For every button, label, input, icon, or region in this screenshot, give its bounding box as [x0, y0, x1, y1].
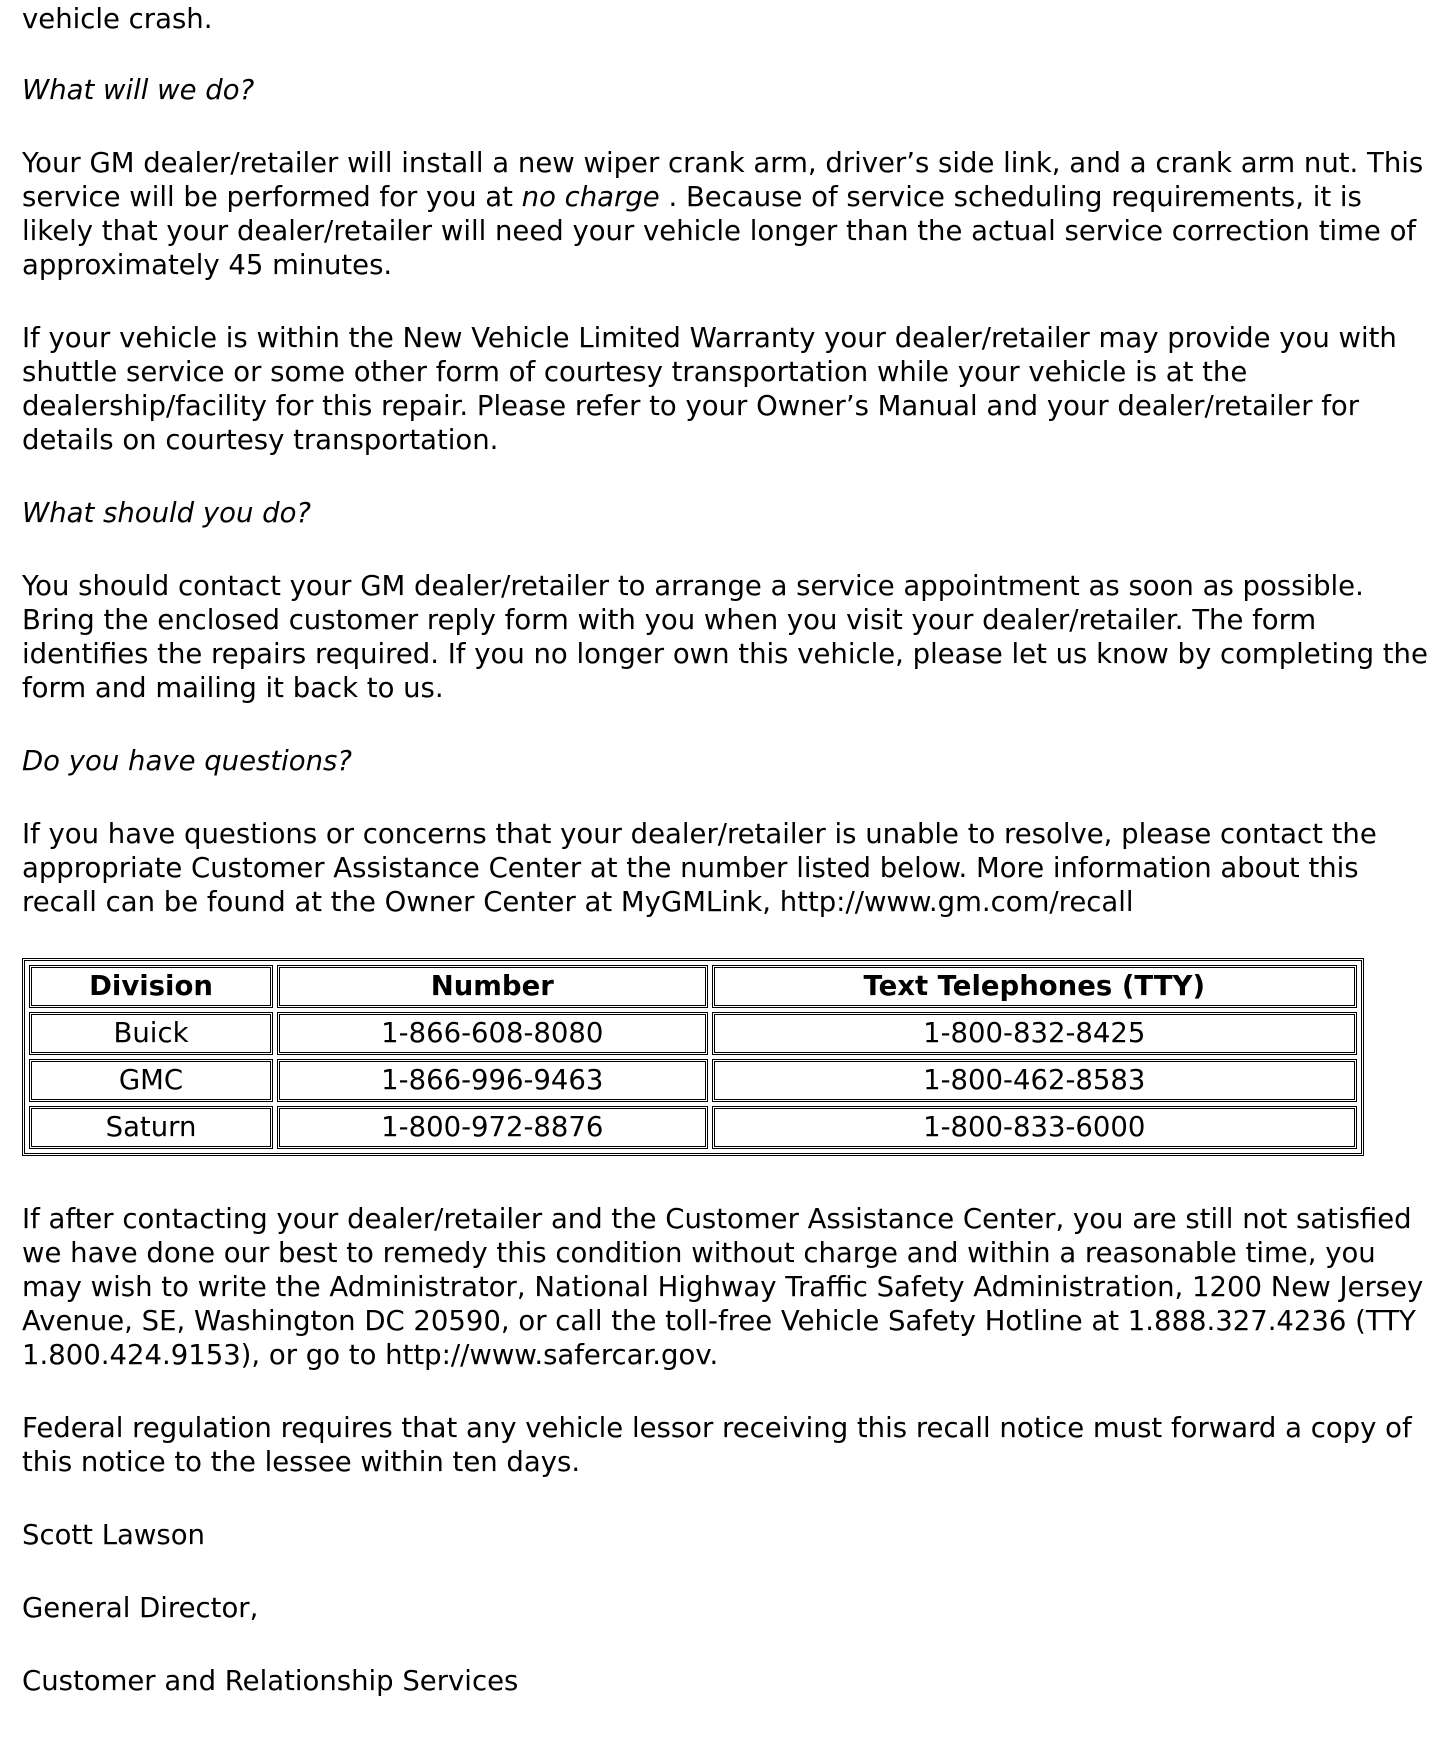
paragraph-service-description [22, 146, 1432, 282]
table-row [29, 1012, 1357, 1055]
signer-name: Scott Lawson [22, 1519, 205, 1551]
heading-do-you-have-questions: Do you have questions? [22, 745, 352, 777]
division-cell: GMC [29, 1059, 273, 1102]
header-number: Number [277, 965, 708, 1008]
intro-tail-text: vehicle crash. [22, 3, 213, 35]
table-row [29, 1059, 1357, 1102]
division-cell: Saturn [29, 1106, 273, 1149]
paragraph-courtesy-transportation: If your vehicle is within the New Vehicle Limited Warranty your dealer/retailer may provide you with shuttle service or some other form of courtesy transportation while your vehicle is at the dealership/facility for this repair. Please refer to your Owner’s Manual and your dealer/retailer for details on courtesy transportation. [22, 322, 1397, 456]
signer-title: General Director, [22, 1592, 259, 1624]
number-cell: 1-866-996-9463 [277, 1059, 708, 1102]
service-text-after: . Because of service scheduling requirements, it is likely that your dealer/retailer will need your vehicle longer than the actual service correction time of approximately 45 minutes. [22, 181, 1417, 281]
paragraph-nhtsa-contact: If after contacting your dealer/retailer and the Customer Assistance Center, you are still not satisfied we have done our best to remedy this condition without charge and within a reasonable time, you may wish to write the Administrator, National Highway Traffic Safety Administration, 1200 New Jersey Avenue, SE, Washington DC 20590, or call the toll-free Vehicle Safety Hotline at 1.888.327.4236 (TTY 1.800.424.9153), or go to http://www.safercar.gov. [22, 1203, 1424, 1371]
heading-what-should-you-do: What should you do? [22, 497, 311, 529]
table-header-row [29, 965, 1357, 1008]
customer-assistance-table [22, 958, 1364, 1156]
signature-block [22, 1518, 1432, 1698]
number-cell: 1-800-972-8876 [277, 1106, 708, 1149]
no-charge-emphasis: no charge [521, 181, 660, 213]
tty-cell: 1-800-833-6000 [712, 1106, 1357, 1149]
header-division: Division [29, 965, 273, 1008]
paragraph-customer-assistance: If you have questions or concerns that your dealer/retailer is unable to resolve, please contact the appropriate Customer Assistance Center at the number listed below. More information about this recall can be found at the Owner Center at MyGMLink, http://www.gm.com/recall [22, 818, 1377, 918]
number-cell: 1-866-608-8080 [277, 1012, 708, 1055]
tty-cell: 1-800-832-8425 [712, 1012, 1357, 1055]
heading-what-will-we-do: What will we do? [22, 74, 255, 106]
service-text-before: Your GM dealer/retailer will install a new wiper crank arm, driver’s side link, and a crank arm nut. This service will be performed for you at [22, 147, 1424, 213]
header-tty: Text Telephones (TTY) [712, 965, 1357, 1008]
table-row [29, 1106, 1357, 1149]
signer-department: Customer and Relationship Services [22, 1665, 519, 1697]
recall-letter-page [22, 0, 1432, 1737]
tty-cell: 1-800-462-8583 [712, 1059, 1357, 1102]
paragraph-contact-dealer: You should contact your GM dealer/retailer to arrange a service appointment as soon as possible. Bring the enclosed customer reply form with you when you visit your dealer/retailer. The form identifies the repairs required. If you no longer own this vehicle, please let us know by completing the form and mailing it back to us. [22, 570, 1428, 704]
division-cell: Buick [29, 1012, 273, 1055]
paragraph-lessor-requirement: Federal regulation requires that any vehicle lessor receiving this recall notice must forward a copy of this notice to the lessee within ten days. [22, 1412, 1412, 1478]
